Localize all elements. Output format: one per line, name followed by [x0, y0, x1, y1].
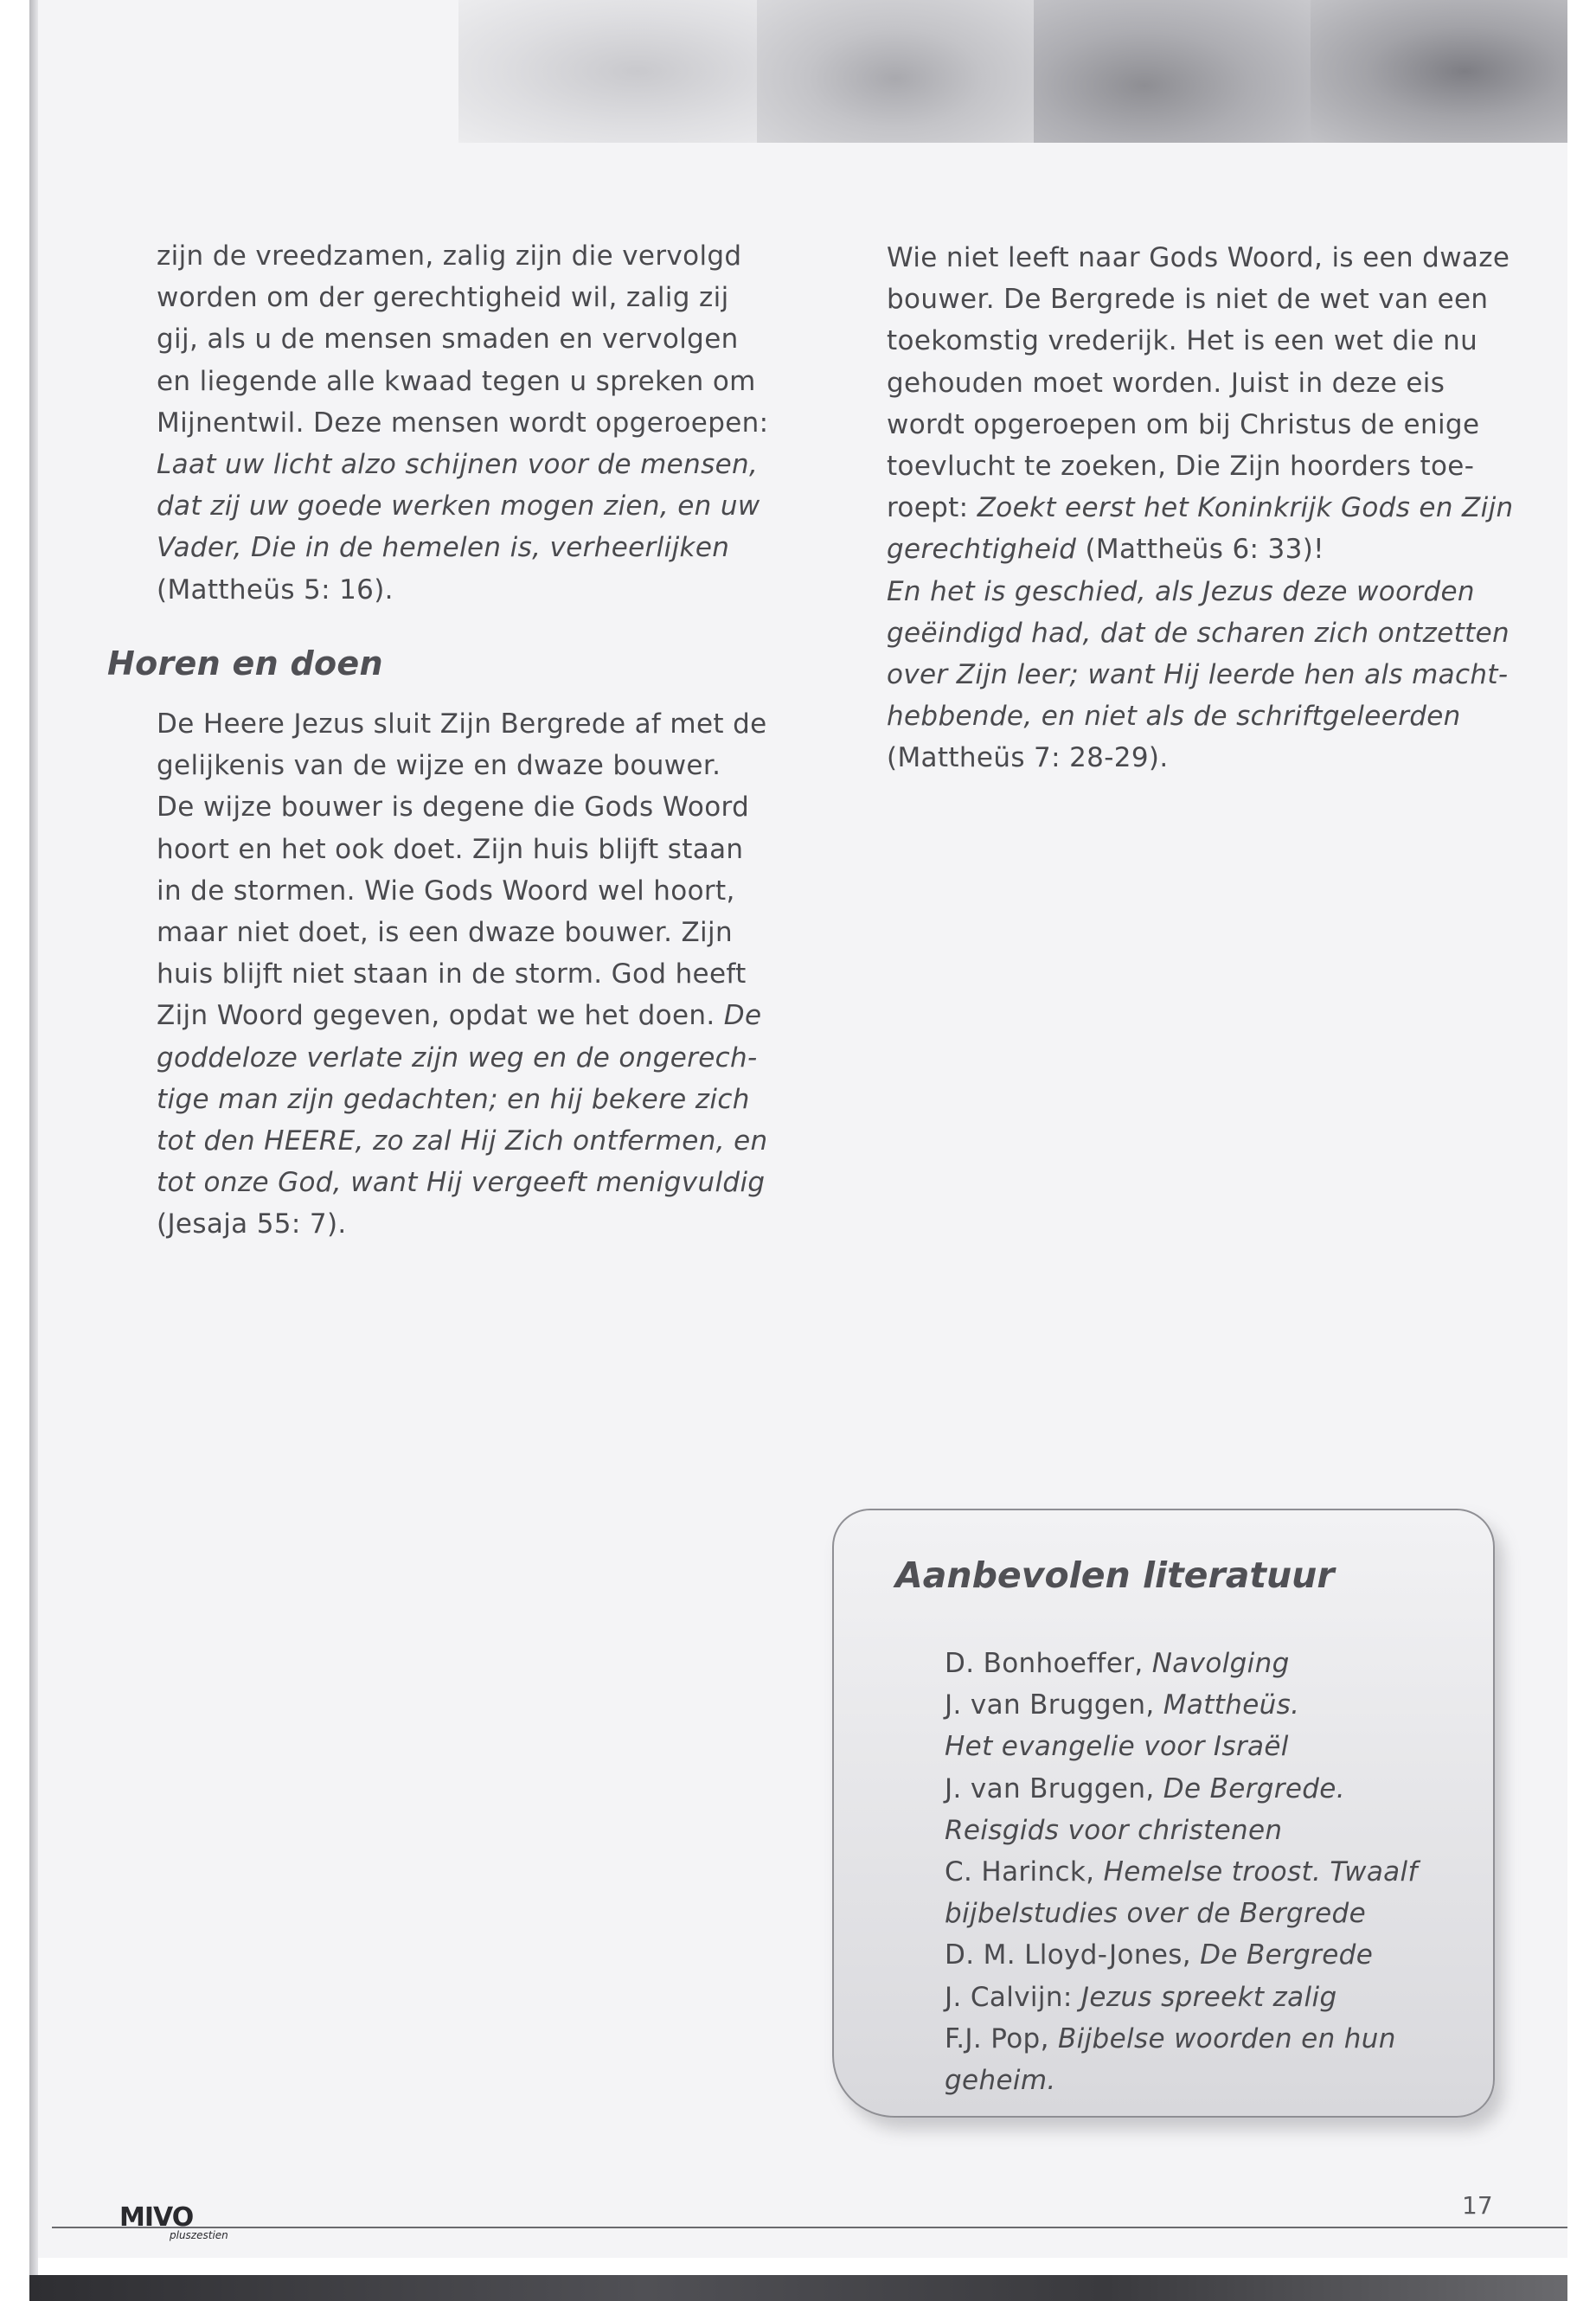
text-line: [945, 1769, 1464, 1811]
text-line: [157, 402, 771, 444]
text-line: [887, 737, 1509, 779]
text-span: (Jesaja 55: 7).: [157, 1208, 347, 1240]
text-line: [887, 279, 1509, 320]
footer-rule: [52, 2227, 1567, 2228]
text-span: Bijbelse woorden en hun: [1048, 2022, 1396, 2054]
text-line: [945, 1977, 1464, 2019]
text-line: [157, 485, 771, 527]
text-line: [157, 277, 771, 318]
text-line: [945, 1935, 1464, 1977]
text-span: Reisgids voor christenen: [945, 1814, 1283, 1846]
text-span: geheim.: [945, 2064, 1056, 2096]
text-span: En het is geschied, als Jezus deze woorden: [887, 575, 1475, 607]
text-line: [157, 745, 771, 786]
text-span: Navolging: [1143, 1648, 1290, 1679]
text-line: [157, 912, 771, 953]
text-span: maar niet doet, is een dwaze bouwer. Zijn: [157, 916, 733, 948]
page-edge: [1567, 0, 1596, 2301]
header-photo-1: [458, 0, 757, 143]
text-line: [157, 1037, 771, 1079]
text-span: gij, als u de mensen smaden en vervolgen: [157, 324, 739, 356]
header-photo-4: [1311, 0, 1567, 143]
text-line: [945, 2019, 1464, 2061]
text-line: [887, 362, 1509, 404]
text-line: [157, 1079, 771, 1120]
magazine-logo: MIVO: [119, 2202, 194, 2233]
text-line: [945, 1894, 1464, 1935]
text-span: J. van Bruggen,: [945, 1772, 1155, 1804]
page-spine-shadow: [29, 0, 38, 2301]
text-span: Zoekt eerst het Koninkrijk Gods en Zijn: [968, 492, 1514, 524]
text-span: bijbelstudies over de Bergrede: [945, 1898, 1367, 1930]
text-line: [157, 1162, 771, 1203]
text-span: gehouden moet worden. Juist in deze eis: [887, 367, 1445, 399]
text-span: goddeloze verlate zijn weg en de ongerech-: [157, 1042, 758, 1074]
text-line: [887, 320, 1509, 362]
magazine-logo-subtitle: pluszestien: [170, 2229, 228, 2241]
text-line: [945, 1811, 1464, 1852]
text-line: [945, 1685, 1464, 1727]
text-span: C. Harinck,: [945, 1856, 1095, 1888]
text-span: De Bergrede.: [1154, 1772, 1345, 1804]
text-span: De wijze bouwer is degene die Gods Woord: [157, 792, 750, 824]
text-span: over Zijn leer; want Hij leerde hen als macht-: [887, 658, 1509, 690]
text-line: [157, 444, 771, 485]
text-line: [945, 1644, 1464, 1685]
text-span: wordt opgeroepen om bij Christus de enige: [887, 408, 1480, 440]
text-line: [887, 404, 1509, 445]
text-line: [945, 1852, 1464, 1894]
text-line: [157, 527, 771, 568]
text-span: gerechtigheid: [887, 534, 1077, 566]
text-line: [887, 529, 1509, 570]
text-line: [157, 953, 771, 995]
text-span: en liegende alle kwaad tegen u spreken om: [157, 365, 756, 397]
right-column-paragraph: [887, 237, 1514, 779]
text-span: tot den HEERE, zo zal Hij Zich ontfermen, en: [157, 1125, 768, 1157]
text-span: J. van Bruggen,: [945, 1689, 1155, 1721]
text-line: [157, 703, 771, 745]
literature-entries: [945, 1644, 1464, 2102]
left-column-paragraph-2: [157, 703, 771, 1245]
text-line: [157, 235, 771, 277]
text-span: De Heere Jezus sluit Zijn Bergrede af met de: [157, 708, 767, 740]
header-photo-strip: [458, 0, 1567, 143]
text-span: huis blijft niet staan in de storm. God heeft: [157, 958, 747, 990]
text-span: F.J. Pop,: [945, 2022, 1049, 2054]
text-span: D. Bonhoeffer,: [945, 1648, 1144, 1679]
text-line: [157, 1120, 771, 1162]
text-line: [157, 361, 771, 402]
left-column-paragraph-1: [157, 235, 771, 611]
text-line: [945, 1727, 1464, 1768]
text-line: [157, 569, 771, 611]
text-span: dat zij uw goede werken mogen zien, en uw: [157, 490, 760, 522]
right-column: [887, 237, 1514, 779]
text-line: [887, 445, 1509, 487]
text-line: [887, 695, 1509, 737]
text-span: toevlucht te zoeken, Die Zijn hoorders toe-: [887, 450, 1475, 482]
text-span: (Mattheüs 6: 33)!: [1076, 534, 1324, 566]
text-line: [887, 487, 1514, 529]
text-span: Laat uw licht alzo schijnen voor de mensen,: [157, 448, 759, 480]
bottom-edge-band: [29, 2275, 1567, 2301]
text-span: De: [715, 1000, 762, 1032]
text-line: [157, 829, 771, 870]
text-line: [157, 995, 771, 1036]
text-span: Wie niet leeft naar Gods Woord, is een dwaze: [887, 242, 1510, 273]
literature-title: Aanbevolen literatuur: [895, 1554, 1335, 1596]
left-column: [157, 235, 771, 611]
text-span: Mattheüs.: [1154, 1689, 1300, 1721]
section-heading: Horen en doen: [107, 644, 383, 683]
text-span: gelijkenis van de wijze en dwaze bouwer.: [157, 750, 721, 782]
text-span: De Bergrede: [1190, 1939, 1374, 1971]
text-span: geëindigd had, dat de scharen zich ontzetten: [887, 617, 1510, 649]
text-span: hoort en het ook doet. Zijn huis blijft staan: [157, 833, 744, 865]
text-span: Vader, Die in de hemelen is, verheerlijken: [157, 532, 730, 564]
text-span: tot onze God, want Hij vergeeft menigvuldig: [157, 1167, 766, 1199]
text-span: Mijnentwil. Deze mensen wordt opgeroepen:: [157, 407, 769, 439]
text-span: Zijn Woord gegeven, opdat we het doen.: [157, 1000, 715, 1032]
text-line: [157, 318, 771, 360]
literature-list: [945, 1644, 1464, 2102]
text-line: [887, 571, 1509, 612]
text-span: roept:: [887, 492, 969, 524]
header-photo-3: [1034, 0, 1311, 143]
text-span: bouwer. De Bergrede is niet de wet van een: [887, 284, 1489, 316]
text-span: (Mattheüs 5: 16).: [157, 574, 394, 606]
text-line: [945, 2061, 1464, 2102]
text-line: [887, 612, 1509, 654]
page-number: 17: [1462, 2191, 1493, 2220]
text-span: hebbende, en niet als de schriftgeleerden: [887, 701, 1461, 733]
text-span: Het evangelie voor Israël: [945, 1731, 1289, 1763]
text-line: [157, 786, 771, 828]
text-line: [887, 654, 1509, 695]
text-span: toekomstig vrederijk. Het is een wet die nu: [887, 325, 1478, 357]
left-column-part-2: [157, 703, 771, 1245]
text-span: D. M. Lloyd-Jones,: [945, 1939, 1191, 1971]
text-span: in de stormen. Wie Gods Woord wel hoort,: [157, 875, 735, 907]
text-span: Hemelse troost. Twaalf: [1094, 1856, 1418, 1888]
text-span: J. Calvijn:: [945, 1981, 1073, 2013]
text-span: tige man zijn gedachten; en hij bekere zich: [157, 1083, 750, 1115]
text-line: [887, 237, 1509, 279]
text-span: (Mattheüs 7: 28-29).: [887, 742, 1169, 774]
text-line: [157, 1203, 771, 1245]
text-line: [157, 870, 771, 912]
text-span: Jezus spreekt zalig: [1072, 1981, 1337, 2013]
text-span: zijn de vreedzamen, zalig zijn die vervolgd: [157, 240, 742, 272]
text-span: worden om der gerechtigheid wil, zalig zij: [157, 282, 729, 314]
header-photo-2: [757, 0, 1034, 143]
